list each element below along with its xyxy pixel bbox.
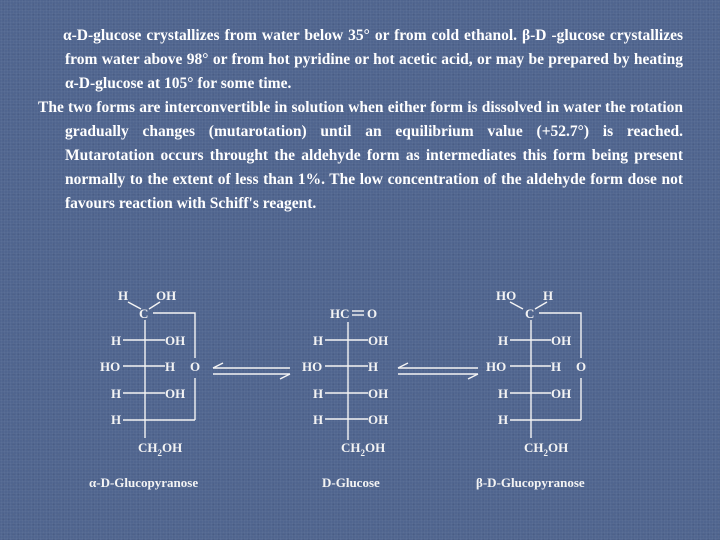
paragraph-2: The two forms are interconvertible in solution when either form is dissolved in water the rotation gradually changes (mutarotation) until an equilibrium value (+52.7°) is reached. Mutarotation occurs throught the aldehyde form as intermediates this form being present normally to the extent of less than 1%. The low concentration of the aldehyde form dose not favours reaction with Schiff's reagent. <box>38 99 683 212</box>
beta-top-ho: HO <box>496 288 517 303</box>
d-glucose-open-chain-structure <box>302 306 388 490</box>
open-r4-left: H <box>313 386 324 401</box>
beta-caption: β-D-Glucopyranose <box>476 475 585 490</box>
beta-ring-o: O <box>576 359 587 374</box>
beta-c1: C <box>525 306 535 321</box>
open-r2-right: OH <box>368 333 389 348</box>
beta-r4-right: OH <box>551 386 572 401</box>
equilibrium-arrows-left <box>213 363 290 379</box>
open-top-hc: HC <box>330 306 350 321</box>
beta-r2-right: OH <box>551 333 572 348</box>
open-r5-right: OH <box>368 412 389 427</box>
alpha-c1: C <box>139 306 149 321</box>
alpha-top-h: H <box>118 288 129 303</box>
alpha-r5-left: H <box>111 412 122 427</box>
open-caption: D-Glucose <box>322 475 380 490</box>
paragraph-1: α-D-glucose crystallizes from water below 35° or from cold ethanol. β-D -glucose crystallizes from water above 98° or from hot pyridine or hot acetic acid, or may be prepared by heating α-D-glucose at 105° for some time. <box>63 27 683 92</box>
beta-r3-right: H <box>551 359 562 374</box>
alpha-r4-right: OH <box>165 386 186 401</box>
beta-r2-left: H <box>498 333 509 348</box>
beta-r5-left: H <box>498 412 509 427</box>
alpha-r2-right: OH <box>165 333 186 348</box>
alpha-r3-left: HO <box>100 359 121 374</box>
open-r2-left: H <box>313 333 324 348</box>
alpha-glucopyranose-structure <box>89 288 200 490</box>
open-top-o: O <box>367 306 378 321</box>
alpha-r2-left: H <box>111 333 122 348</box>
beta-glucopyranose-structure <box>476 288 586 490</box>
alpha-ring-o: O <box>190 359 201 374</box>
open-r3-right: H <box>368 359 379 374</box>
beta-r3-left: HO <box>486 359 507 374</box>
alpha-r3-right: H <box>165 359 176 374</box>
beta-ch2oh: $CH_2OH$ <box>524 440 569 458</box>
open-r3-left: HO <box>302 359 323 374</box>
alpha-ch2oh: $CH_2OH$ <box>138 440 183 458</box>
beta-top-h: H <box>543 288 554 303</box>
beta-r4-left: H <box>498 386 509 401</box>
alpha-top-oh: OH <box>156 288 177 303</box>
open-r4-right: OH <box>368 386 389 401</box>
alpha-r4-left: H <box>111 386 122 401</box>
open-r5-left: H <box>313 412 324 427</box>
alpha-caption: α-D-Glucopyranose <box>89 475 199 490</box>
equilibrium-arrows-right <box>398 363 478 379</box>
open-ch2oh: $CH_2OH$ <box>341 440 386 458</box>
